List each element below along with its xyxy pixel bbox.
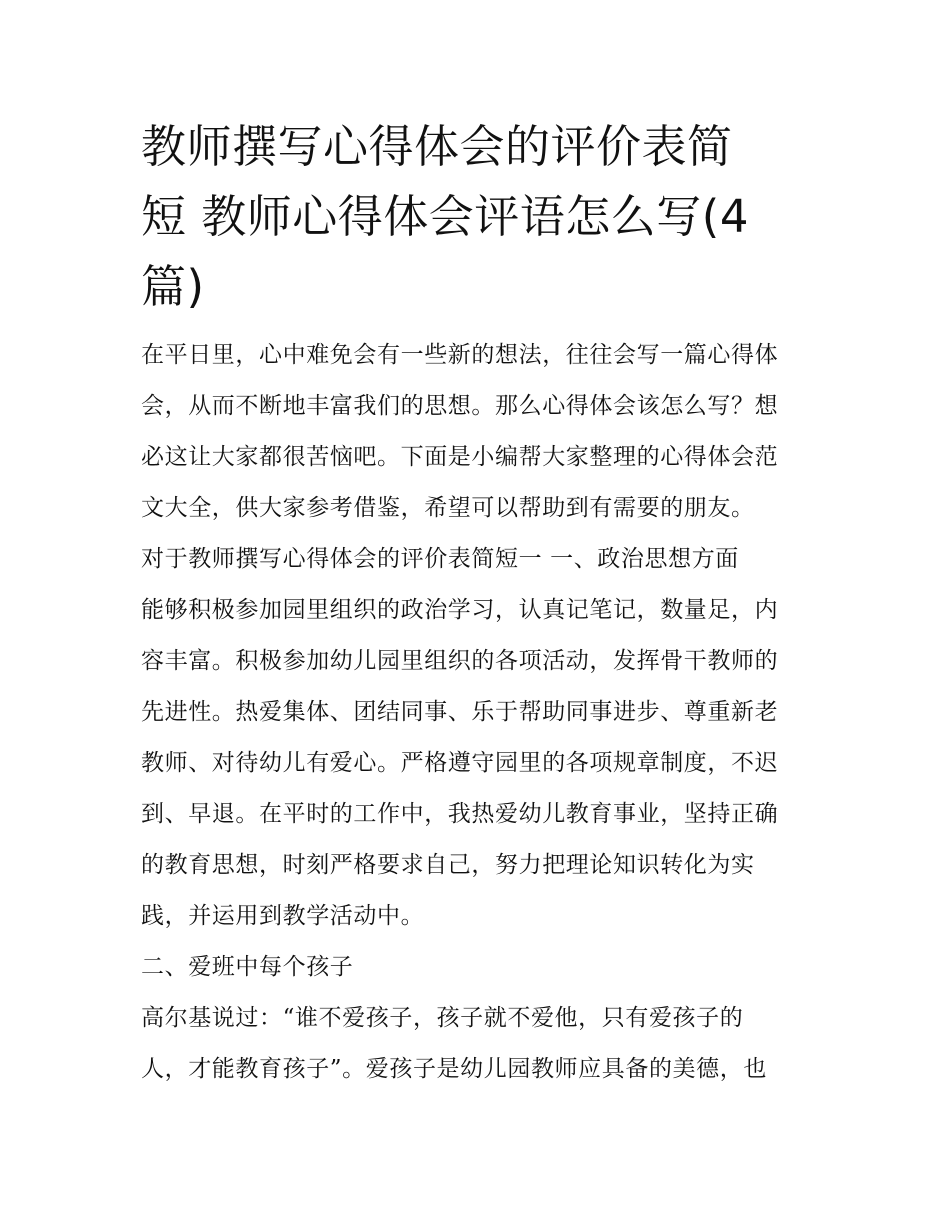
text-line: 必这让大家都很苦恼吧。下面是小编帮大家整理的心得体会范 — [141, 444, 779, 470]
intro-paragraph — [141, 330, 813, 534]
text-line: 人，才能教育孩子”。爱孩子是幼儿园教师应具备的美德，也 — [141, 1056, 767, 1082]
text-line: 到、早退。在平时的工作中，我热爱幼儿教育事业，坚持正确 — [141, 801, 779, 827]
title-line: 篇) — [141, 260, 205, 313]
section2-heading: 二、爱班中每个孩子 — [141, 954, 354, 980]
text-line: 先进性。热爱集体、团结同事、乐于帮助同事进步、尊重新老 — [141, 699, 779, 725]
text-line: 践，并运用到教学活动中。 — [141, 903, 425, 929]
section1-paragraph — [141, 585, 813, 942]
title-line: 教师撰写心得体会的评价表简 — [141, 120, 733, 173]
text-line: 的教育思想，时刻严格要求自己，努力把理论知识转化为实 — [141, 852, 755, 878]
text-line: 在平日里，心中难免会有一些新的想法，往往会写一篇心得体 — [141, 342, 779, 368]
section2-paragraph — [141, 993, 813, 1095]
document-body — [141, 330, 813, 1095]
document-title — [141, 112, 813, 322]
text-line: 文大全，供大家参考借鉴，希望可以帮助到有需要的朋友。 — [141, 495, 755, 521]
text-line: 能够积极参加园里组织的政治学习，认真记笔记，数量足，内 — [141, 597, 779, 623]
section1-heading: 对于教师撰写心得体会的评价表简短一 一、政治思想方面 — [141, 546, 739, 572]
text-line: 容丰富。积极参加幼儿园里组织的各项活动，发挥骨干教师的 — [141, 648, 779, 674]
document-page — [141, 112, 813, 1095]
text-line: 高尔基说过：“谁不爱孩子，孩子就不爱他，只有爱孩子的 — [141, 1005, 744, 1031]
text-line: 会，从而不断地丰富我们的思想。那么心得体会该怎么写？想 — [141, 393, 779, 419]
text-line: 教师、对待幼儿有爱心。严格遵守园里的各项规章制度，不迟 — [141, 750, 779, 776]
title-line: 短 教师心得体会评语怎么写(4 — [141, 190, 749, 243]
